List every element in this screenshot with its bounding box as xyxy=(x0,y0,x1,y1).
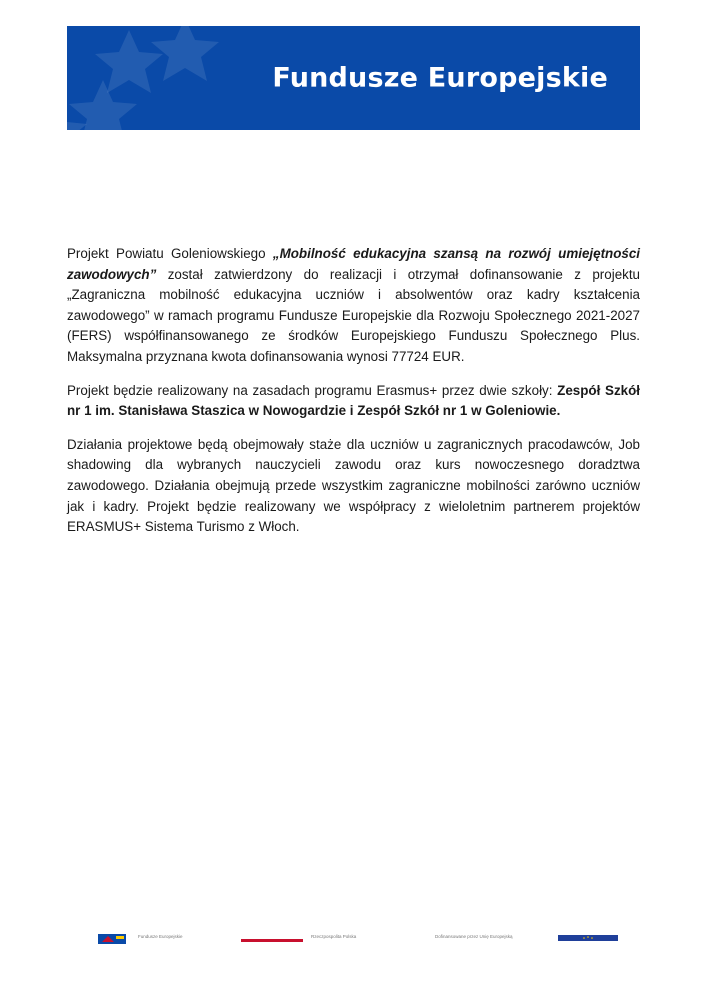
paragraph-1-text-b: został zatwierdzony do realizacji i otrzymał dofinansowanie z projektu „Zagraniczna mobilność edukacyjna uczniów i absolwentów oraz kadry kształcenia zawodowego” w ramach programu Fundusze Europejskie dla Rozwoju Społecznego 2021-2027 (FERS) współfinansowanego ze środków Europejskiego Funduszu Społecznego Plus. Maksymalna przyznana kwota dofinansowania wynosi 77724 EUR. xyxy=(67,266,640,364)
paragraph-1-text-a: Projekt Powiatu Goleniowskiego xyxy=(67,246,273,261)
eu-flag-icon xyxy=(558,935,618,941)
fundusze-europejskie-icon xyxy=(98,934,126,944)
footer-logos xyxy=(98,932,618,944)
polish-flag-stripe xyxy=(241,939,303,942)
project-title: „Mobilność edukacyjna szansą na rozwój umiejętności zawodowych” xyxy=(67,246,640,282)
paragraph-2-text: Projekt będzie realizowany na zasadach programu Erasmus+ przez dwie szkoły: xyxy=(67,382,558,398)
paragraph-1 xyxy=(67,244,640,368)
document-body xyxy=(67,244,640,551)
stars-graphic xyxy=(67,26,267,130)
banner-title: Fundusze Europejskie xyxy=(272,62,608,94)
fundusze-europejskie-logo xyxy=(98,932,198,944)
header-banner xyxy=(67,26,640,130)
school-names: Zespół Szkół nr 1 im. Stanisława Staszica w Nowogardzie i Zespół Szkół nr 1 w Goleniowie. xyxy=(67,382,640,419)
unia-europejska-logo xyxy=(435,932,625,944)
fundusze-europejskie-logo-text: Fundusze Europejskie xyxy=(138,934,183,939)
rzeczpospolita-polska-logo-text: Rzeczpospolita Polska xyxy=(311,934,357,939)
unia-europejska-logo-text: Dofinansowane przez Unię Europejską xyxy=(435,934,513,939)
paragraph-2 xyxy=(67,381,640,422)
rzeczpospolita-polska-logo xyxy=(241,932,401,944)
paragraph-3: Działania projektowe będą obejmowały staże dla uczniów u zagranicznych pracodawców, Job shadowing dla wybranych nauczycieli zawodu oraz kurs nowoczesnego doradztwa zawodowego. Działania obejmują przede wszystkim zagraniczne mobilności zarówno uczniów jak i kadry. Projekt będzie realizowany we współpracy z wieloletnim partnerem projektów ERASMUS+ Sistema Turismo z Włoch. xyxy=(67,436,640,535)
